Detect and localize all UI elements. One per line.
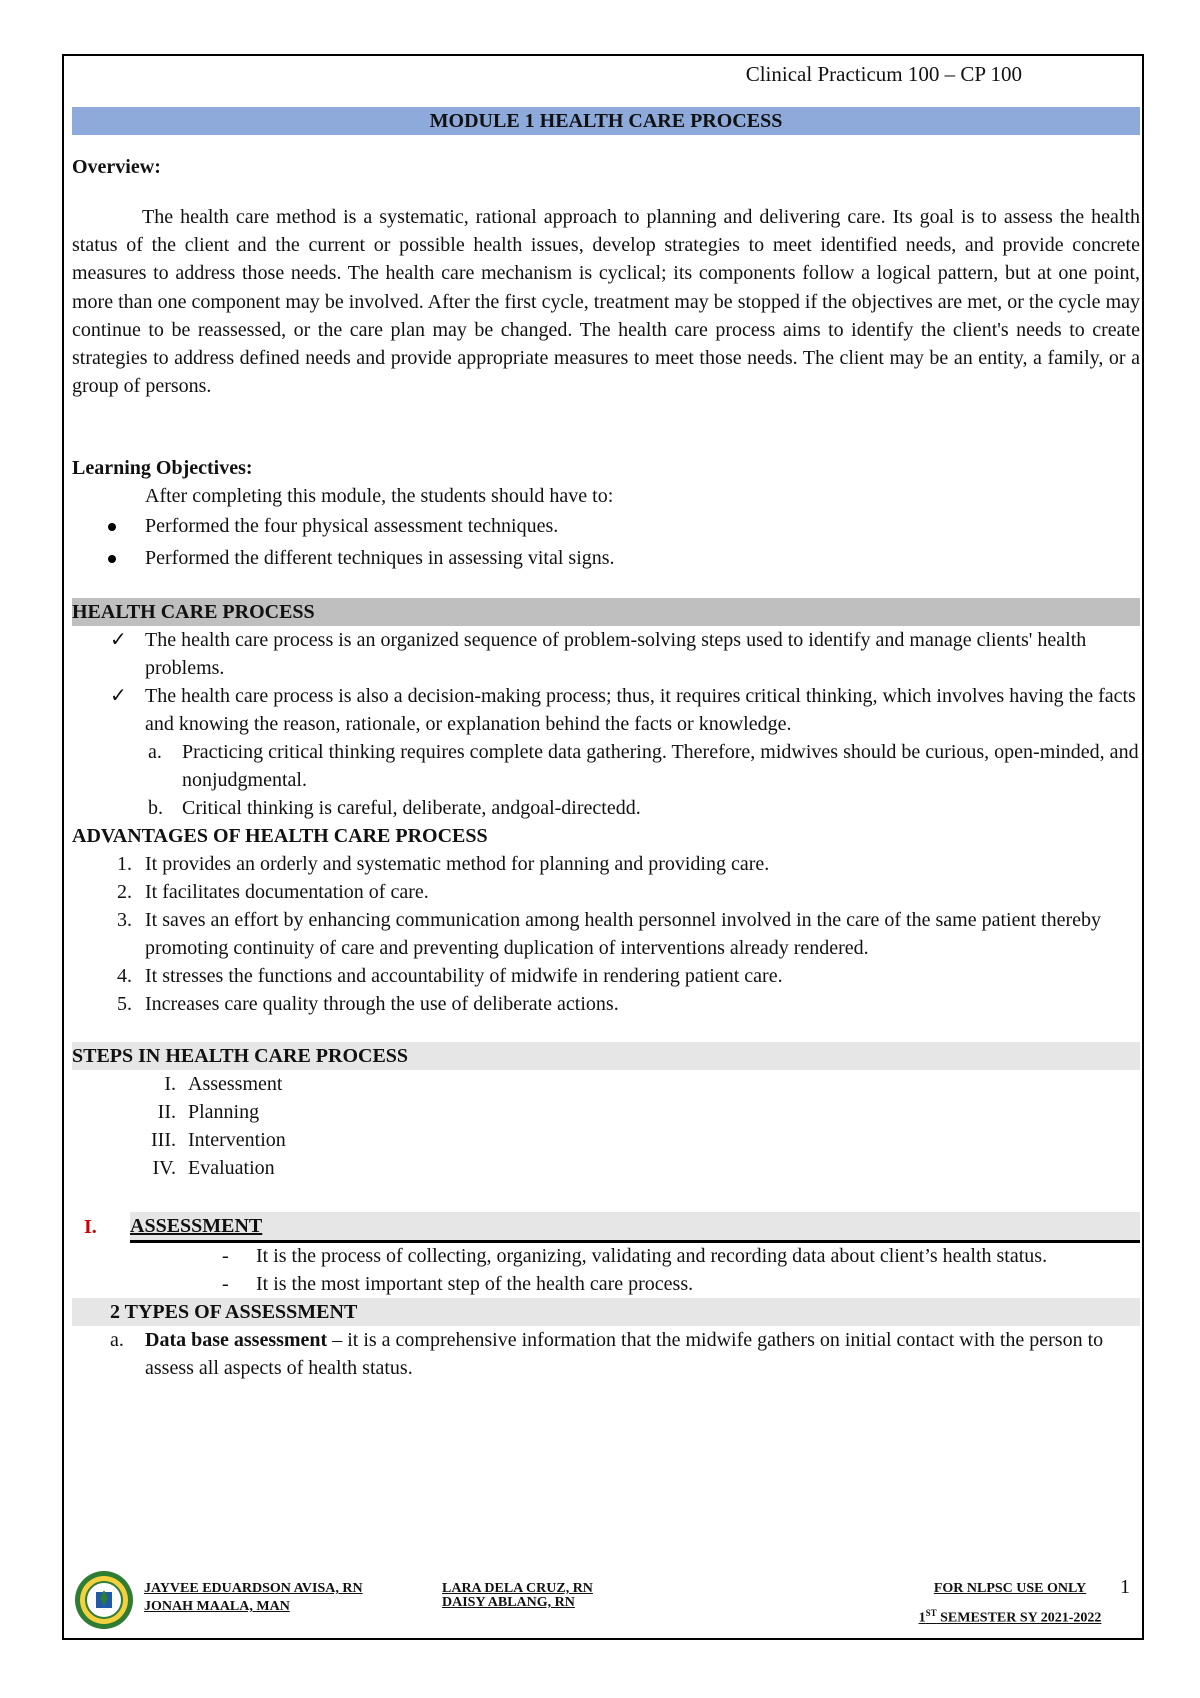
list-item: a. Data base assessment – it is a comprehensive information that the midwife gathers on initial contact with the person to assess all aspects of health status. xyxy=(110,1329,1104,1380)
objectives-intro: After completing this module, the students should have to: xyxy=(145,485,614,508)
course-header: Clinical Practicum 100 – CP 100 xyxy=(745,62,1022,86)
bullet-icon xyxy=(108,523,116,531)
list-item: a. Practicing critical thinking requires complete data gathering. Therefore, midwives should be curious, open-minded, and nonjudgmental. xyxy=(148,741,1139,792)
list-item: ✓ The health care process is also a decision-making process; thus, it requires critical thinking, which involves having the facts and knowing the reason, rationale, or explanation behind the facts or knowledge. xyxy=(72,682,1140,738)
list-item: - It is the most important step of the health care process. xyxy=(222,1273,694,1296)
list-item: 5. Increases care quality through the use of deliberate actions. xyxy=(117,993,619,1016)
list-item: 4. It stresses the functions and accountability of midwife in rendering patient care. xyxy=(117,965,783,988)
objectives-label: Learning Objectives: xyxy=(72,457,253,480)
overview-label: Overview: xyxy=(72,156,161,178)
section-heading-types: 2 TYPES OF ASSESSMENT xyxy=(72,1298,1140,1326)
list-item: 2. It facilitates documentation of care. xyxy=(117,881,429,904)
module-title: MODULE 1 HEALTH CARE PROCESS xyxy=(72,107,1140,135)
section-heading-advantages: ADVANTAGES OF HEALTH CARE PROCESS xyxy=(72,825,488,848)
bullet-icon xyxy=(108,555,116,563)
list-item: I. Assessment xyxy=(164,1073,283,1096)
footer-use-only: FOR NLPSC USE ONLY xyxy=(933,1581,1087,1596)
overview-text: The health care method is a systematic, rational approach to planning and delivering care. Its goal is to assess the health status of the client and the current or possible health issues, develop strategies to meet identified needs, and provide concrete measures to address those needs. The health care mechanism is cyclical; its components follow a logical pattern, but at one point, more than one component may be involved. After the first cycle, treatment may be stopped if the objectives are met, or the cycle may continue to be reassessed, or the care plan may be changed. The health care process aims to identify the client's needs to create strategies to address defined needs and provide appropriate measures to meet those needs. The client may be an entity, a family, or a group of persons. xyxy=(72,206,1140,398)
document-body xyxy=(72,56,1140,1382)
list-item: Performed the four physical assessment techniques. xyxy=(72,510,1140,542)
term: Data base assessment xyxy=(145,1329,328,1352)
footer-authors-1: JAYVEE EDUARDSON AVISA, RN JONAH MAALA, MAN xyxy=(144,1581,363,1614)
objectives-list xyxy=(72,510,1140,574)
page-footer xyxy=(72,1566,1140,1636)
assessment-title: ASSESSMENT xyxy=(130,1212,1140,1243)
page-number: 1 xyxy=(1120,1576,1130,1598)
checkmark-icon: ✓ xyxy=(110,685,127,708)
list-item: ✓ The health care process is an organized sequence of problem-solving steps used to identify and manage clients' health problems. xyxy=(72,626,1140,682)
list-item: 1. It provides an orderly and systematic method for planning and providing care. xyxy=(117,853,770,876)
list-item: IV. Evaluation xyxy=(152,1157,275,1180)
assessment-heading xyxy=(72,1212,1140,1242)
list-item: b. Critical thinking is careful, deliberate, andgoal-directedd. xyxy=(148,797,641,820)
list-item: III. Intervention xyxy=(151,1129,286,1152)
list-item: - It is the process of collecting, organizing, validating and recording data about client’s health status. xyxy=(222,1245,1048,1268)
footer-authors-2: LARA DELA CRUZ, RN DAISY ABLANG, RN xyxy=(442,1581,593,1610)
section-heading-steps: STEPS IN HEALTH CARE PROCESS xyxy=(72,1042,1140,1070)
list-item: 3. It saves an effort by enhancing communication among health personnel involved in the care of the same patient thereby promoting continuity of care and preventing duplication of interventions already rendered. xyxy=(117,909,1101,960)
section-heading-hcp: HEALTH CARE PROCESS xyxy=(72,598,1140,626)
checkmark-icon: ✓ xyxy=(110,629,127,652)
list-item: Performed the different techniques in assessing vital signs. xyxy=(72,542,1140,574)
school-seal-icon xyxy=(74,1570,134,1630)
footer-semester: 1ST SEMESTER SY 2021-2022 xyxy=(918,1608,1102,1626)
assessment-number: I. xyxy=(84,1216,97,1239)
list-item: II. Planning xyxy=(157,1101,260,1124)
